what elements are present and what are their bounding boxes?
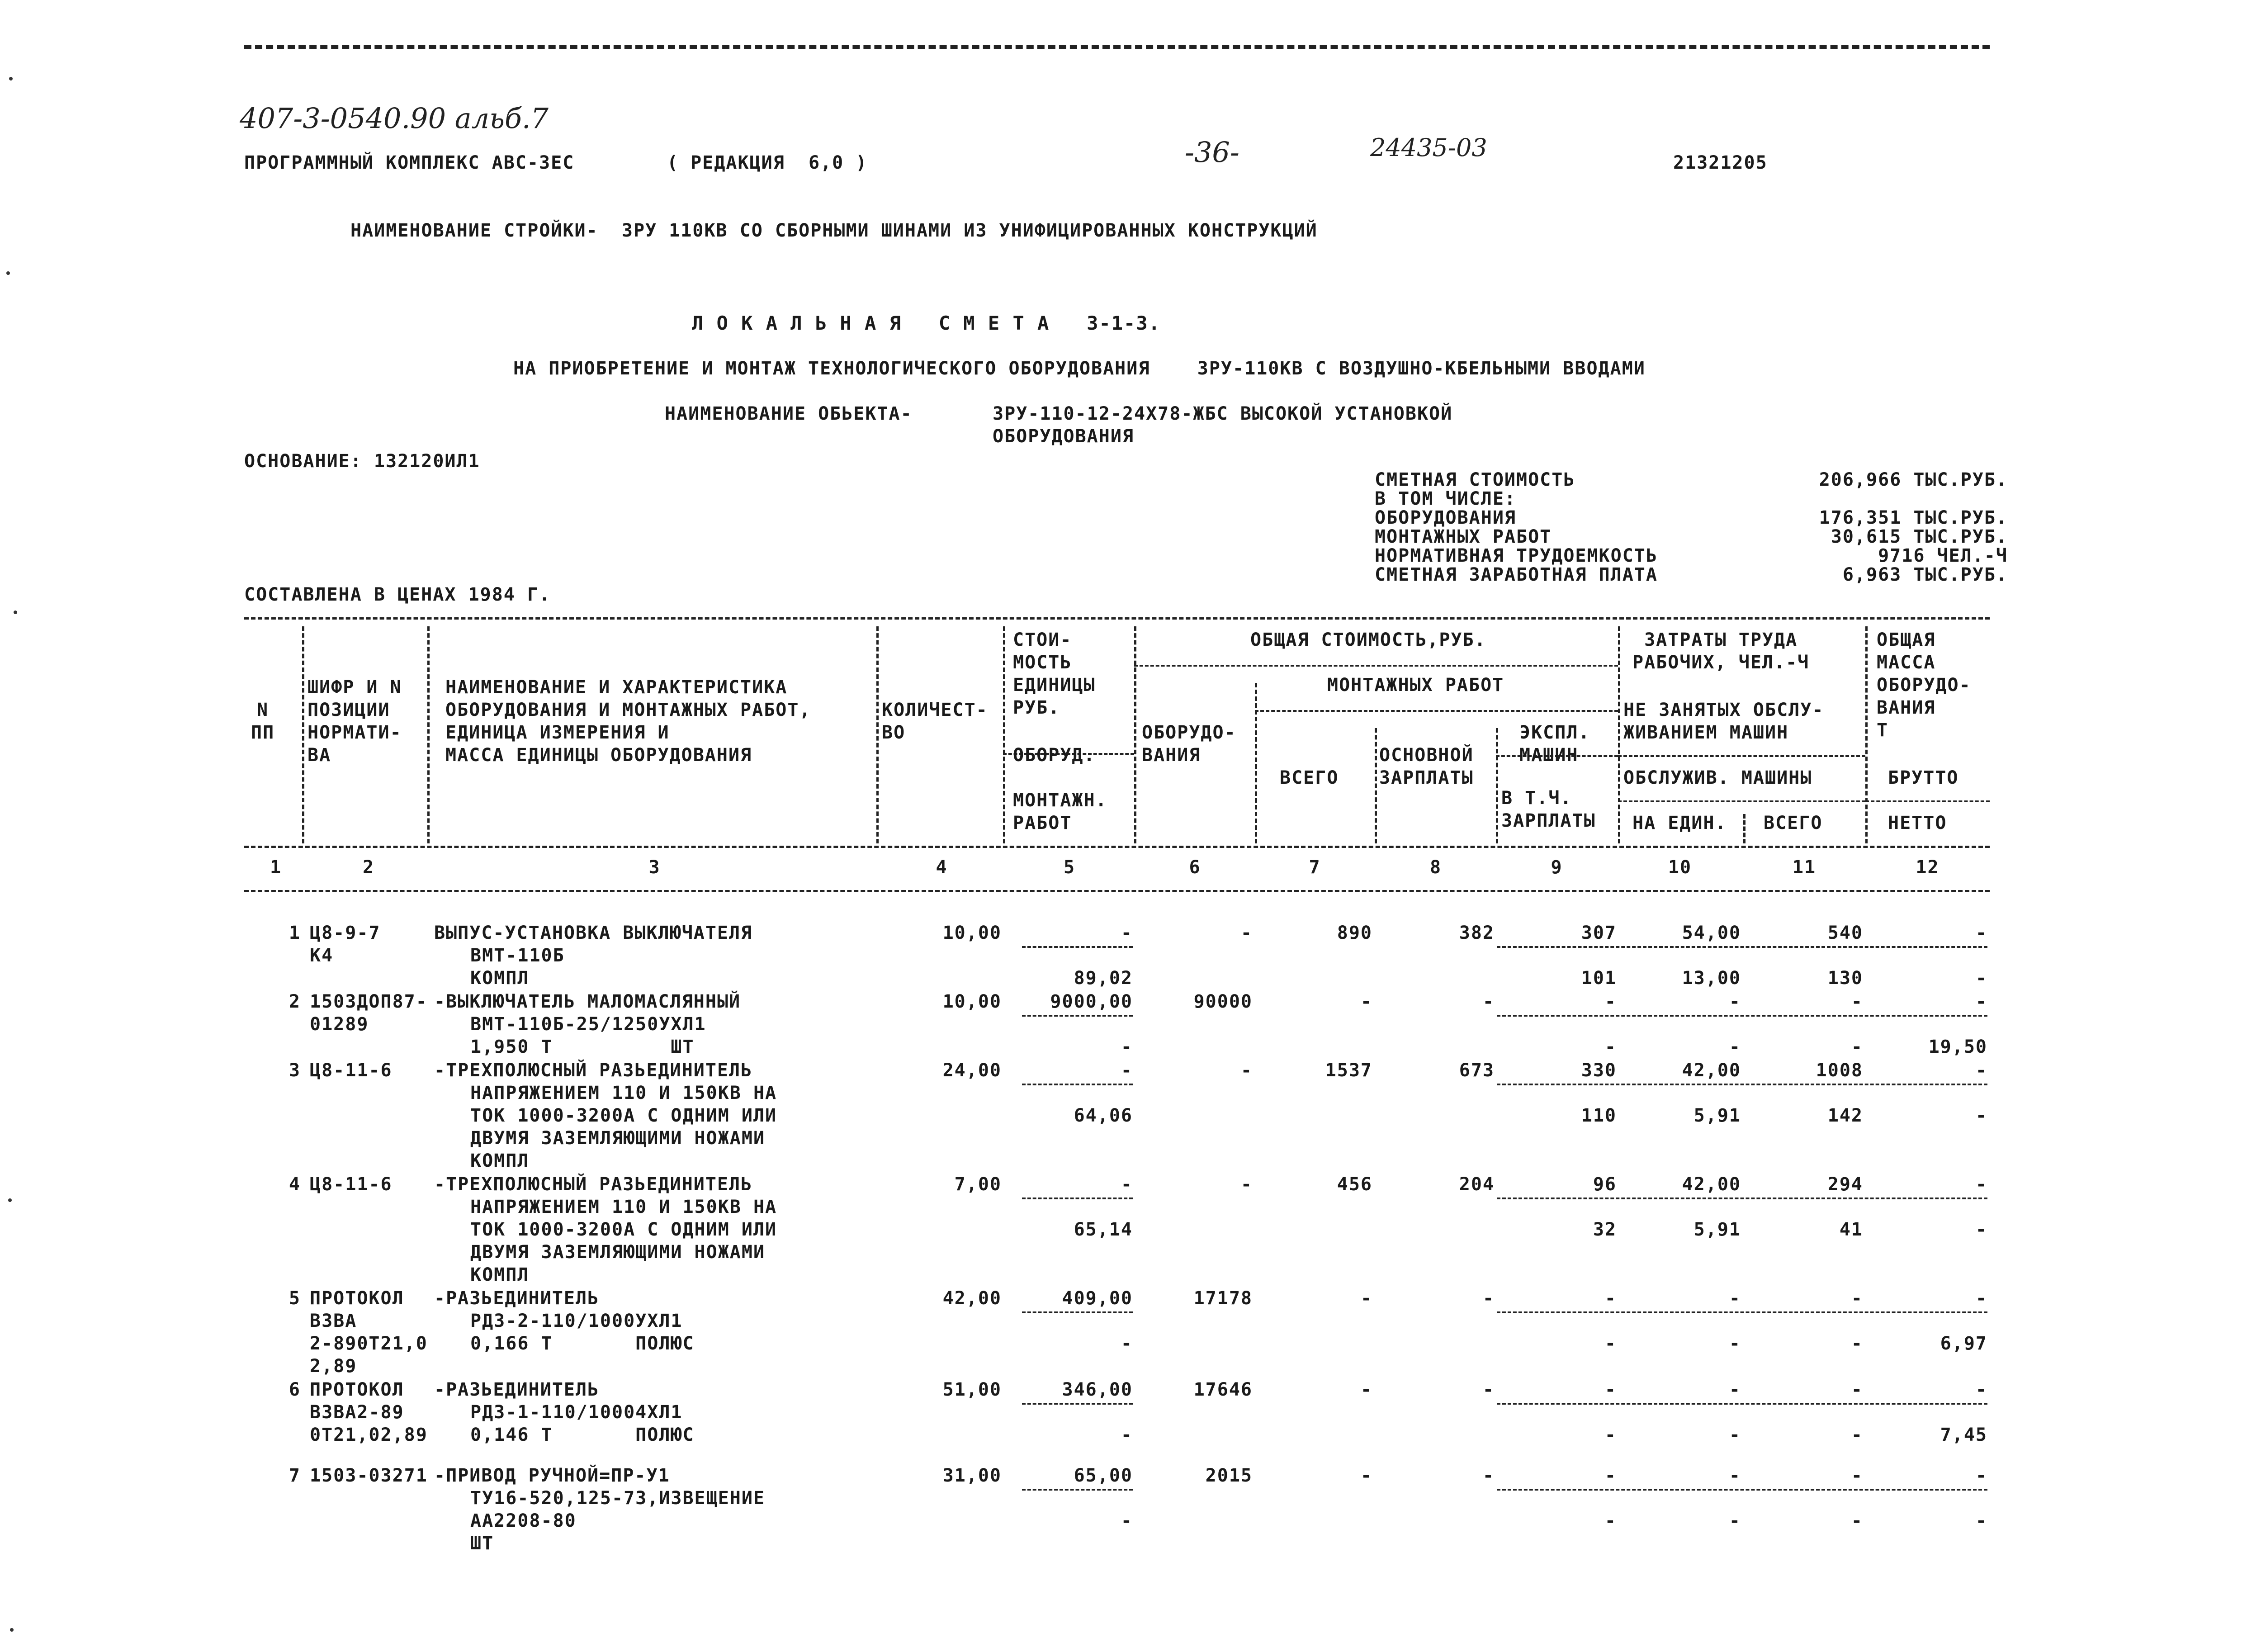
table-cell: -ТРЕХПОЛЮСНЫЙ РАЗЬЕДИНИТЕЛЬ bbox=[434, 1174, 753, 1195]
table-cell: - bbox=[1604, 1333, 1617, 1354]
table-cell: 89,02 bbox=[1074, 968, 1133, 989]
col-header-code: ШИФР И N ПОЗИЦИИ НОРМАТИ- ВА bbox=[307, 677, 402, 766]
table-cell: 204 bbox=[1459, 1174, 1495, 1195]
table-cell: - bbox=[1729, 991, 1741, 1012]
cell-subrule bbox=[1022, 1489, 1133, 1491]
object-name-line1: ЗРУ-110-12-24Х78-ЖБС ВЫСОКОЙ УСТАНОВКОЙ bbox=[993, 403, 1453, 424]
table-cell: - bbox=[1482, 991, 1495, 1012]
subheader-rule bbox=[1255, 710, 1618, 712]
summary-value: 6,963 ТЫС.РУБ. bbox=[1842, 564, 2008, 585]
col-divider bbox=[427, 626, 430, 843]
table-cell: 42,00 bbox=[1682, 1174, 1741, 1195]
col-header-np: N ПП bbox=[251, 700, 275, 743]
margin-speck bbox=[9, 77, 13, 80]
table-cell: 5,91 bbox=[1694, 1105, 1741, 1126]
table-cell: - bbox=[1729, 1510, 1741, 1531]
table-cell: - bbox=[1121, 1174, 1133, 1195]
table-cell: - bbox=[1604, 1425, 1617, 1445]
table-cell: 54,00 bbox=[1682, 923, 1741, 943]
table-cell: 5,91 bbox=[1694, 1219, 1741, 1240]
subheader-rule bbox=[1134, 665, 1618, 667]
table-cell: ШТ bbox=[470, 1533, 494, 1554]
table-cell: ТОК 1000-3200А С ОДНИМ ИЛИ bbox=[470, 1105, 777, 1126]
table-cell: - bbox=[1851, 991, 1863, 1012]
col-header-all: ВСЕГО bbox=[1280, 767, 1339, 788]
cell-subrule bbox=[1497, 1084, 1987, 1085]
table-cell: 64,06 bbox=[1074, 1105, 1133, 1126]
table-cell: - bbox=[1121, 1333, 1133, 1354]
table-cell: 1503ДОП87- bbox=[310, 991, 428, 1012]
table-cell: - bbox=[1240, 923, 1253, 943]
column-number: 9 bbox=[1551, 857, 1563, 878]
cell-subrule bbox=[1022, 1403, 1133, 1405]
column-number: 11 bbox=[1792, 857, 1817, 878]
column-number: 8 bbox=[1429, 857, 1442, 878]
col-header-perunit: НА ЕДИН. bbox=[1632, 813, 1727, 833]
table-cell: 42,00 bbox=[1682, 1060, 1741, 1081]
subheader-rule bbox=[1618, 755, 1865, 757]
summary-row bbox=[1375, 565, 2008, 584]
table-cell: КОМПЛ bbox=[470, 1264, 530, 1285]
col-divider bbox=[1134, 626, 1136, 843]
table-cell: 9000,00 bbox=[1050, 991, 1133, 1012]
program-edition: ( РЕДАКЦИЯ 6,0 ) bbox=[667, 152, 868, 173]
table-cell: - bbox=[1851, 1510, 1863, 1531]
col-header-serving: ОБСЛУЖИВ. МАШИНЫ bbox=[1623, 767, 1812, 788]
summary-row bbox=[1375, 470, 2008, 489]
col-divider bbox=[1496, 728, 1498, 843]
col-header-name: НАИМЕНОВАНИЕ И ХАРАКТЕРИСТИКА ОБОРУДОВАНИЯ И МОНТАЖНЫХ РАБОТ, ЕДИНИЦА ИЗМЕРЕНИЯ И МАССА ЕДИНИЦЫ ОБОРУДОВАНИЯ bbox=[445, 677, 811, 766]
summary-value: 30,615 ТЫС.РУБ. bbox=[1831, 526, 2008, 547]
col-header-qty: КОЛИЧЕСТ- ВО bbox=[882, 700, 988, 743]
cell-subrule bbox=[1022, 1015, 1133, 1017]
table-cell: 31,00 bbox=[942, 1465, 1002, 1486]
table-cell: КОМПЛ bbox=[470, 1150, 530, 1171]
table-cell: Ц8-11-6 bbox=[310, 1060, 393, 1081]
table-cell: - bbox=[1240, 1060, 1253, 1081]
col-divider bbox=[1618, 626, 1620, 843]
table-cell: -ВЫКЛЮЧАТЕЛЬ МАЛОМАСЛЯННЫЙ bbox=[434, 991, 741, 1012]
table-cell: - bbox=[1851, 1333, 1863, 1354]
col-header-alltotal: ВСЕГО bbox=[1764, 813, 1823, 833]
col-header-labor: ЗАТРАТЫ ТРУДА РАБОЧИХ, ЧЕЛ.-Ч bbox=[1632, 630, 1810, 673]
handwritten-doc-ref: 407-3-0540.90 альб.7 bbox=[240, 102, 549, 135]
table-cell: 110 bbox=[1581, 1105, 1617, 1126]
col-header-machines: ЭКСПЛ. МАШИН bbox=[1519, 722, 1590, 766]
table-cell: - bbox=[1729, 1379, 1741, 1400]
table-cell: Ц8-11-6 bbox=[310, 1174, 393, 1195]
column-number: 7 bbox=[1309, 857, 1321, 878]
document-title: Л О К А Л Ь Н А Я С М Е Т А 3-1-3. bbox=[692, 312, 1161, 334]
table-cell: 0Т21,02,89 bbox=[310, 1425, 428, 1445]
table-cell: 32 bbox=[1593, 1219, 1617, 1240]
table-cell: 330 bbox=[1581, 1060, 1617, 1081]
table-cell: - bbox=[1604, 1379, 1617, 1400]
table-cell: 90000 bbox=[1193, 991, 1253, 1012]
header-bottom-rule bbox=[244, 846, 1990, 848]
table-cell: 294 bbox=[1827, 1174, 1863, 1195]
table-cell: - bbox=[1482, 1288, 1495, 1309]
handwritten-code: 24435-03 bbox=[1370, 133, 1487, 162]
table-cell: НАПРЯЖЕНИЕМ 110 И 150КВ НА bbox=[470, 1083, 777, 1103]
table-cell: ВЗВА bbox=[310, 1311, 357, 1331]
table-cell: 51,00 bbox=[942, 1379, 1002, 1400]
table-cell: - bbox=[1975, 1060, 1987, 1081]
subheader-rule bbox=[1865, 800, 1990, 802]
table-cell: - bbox=[1729, 1425, 1741, 1445]
table-cell: 409,00 bbox=[1062, 1288, 1133, 1309]
table-cell: 2 bbox=[289, 991, 301, 1012]
table-cell: 65,14 bbox=[1074, 1219, 1133, 1240]
table-cell: 130 bbox=[1827, 968, 1863, 989]
table-cell: Ц8-9-7 bbox=[310, 923, 381, 943]
table-cell: 10,00 bbox=[942, 991, 1002, 1012]
construction-name: НАИМЕНОВАНИЕ СТРОЙКИ- ЗРУ 110КВ СО СБОРНЫМИ ШИНАМИ ИЗ УНИФИЦИРОВАННЫХ КОНСТРУКЦИЙ bbox=[350, 220, 1318, 241]
table-cell: - bbox=[1360, 1379, 1372, 1400]
column-number: 6 bbox=[1189, 857, 1201, 878]
object-name-line2: ОБОРУДОВАНИЯ bbox=[993, 426, 1134, 447]
table-cell: 5 bbox=[289, 1288, 301, 1309]
table-cell: КОМПЛ bbox=[470, 968, 530, 989]
table-cell: 1 bbox=[289, 923, 301, 943]
summary-value: 9716 ЧЕЛ.-Ч bbox=[1878, 545, 2008, 566]
column-number: 5 bbox=[1063, 857, 1076, 878]
table-cell: - bbox=[1851, 1465, 1863, 1486]
col-header-brutto: БРУТТО bbox=[1888, 767, 1959, 788]
table-cell: ТУ16-520,125-73,ИЗВЕЩЕНИЕ bbox=[470, 1488, 766, 1509]
col-divider bbox=[1375, 728, 1377, 843]
table-cell: 42,00 bbox=[942, 1288, 1002, 1309]
margin-speck bbox=[10, 1628, 14, 1632]
col-divider bbox=[1003, 626, 1005, 843]
table-cell: - bbox=[1121, 1510, 1133, 1531]
table-cell: 01289 bbox=[310, 1014, 369, 1035]
cell-subrule bbox=[1497, 1198, 1987, 1199]
cell-subrule bbox=[1497, 1311, 1987, 1313]
table-cell: ДВУМЯ ЗАЗЕМЛЯЮЩИМИ НОЖАМИ bbox=[470, 1242, 766, 1263]
table-cell: - bbox=[1851, 1037, 1863, 1057]
summary-label: СМЕТНАЯ ЗАРАБОТНАЯ ПЛАТА bbox=[1375, 564, 1658, 585]
column-number: 4 bbox=[936, 857, 948, 878]
price-base: СОСТАВЛЕНА В ЦЕНАХ 1984 Г. bbox=[244, 584, 551, 605]
table-cell: - bbox=[1975, 1174, 1987, 1195]
col-header-equip: ОБОРУДО- ВАНИЯ bbox=[1142, 722, 1236, 766]
table-cell: - bbox=[1604, 1465, 1617, 1486]
table-cell: - bbox=[1975, 968, 1987, 989]
cost-summary bbox=[1375, 470, 2008, 584]
column-number: 1 bbox=[270, 857, 282, 878]
margin-speck bbox=[6, 271, 10, 275]
summary-row bbox=[1375, 489, 2008, 508]
table-cell: - bbox=[1360, 1465, 1372, 1486]
table-cell: - bbox=[1121, 1425, 1133, 1445]
table-cell: 101 bbox=[1581, 968, 1617, 989]
top-perforation bbox=[244, 45, 1990, 49]
summary-row bbox=[1375, 546, 2008, 565]
table-cell: -РАЗЬЕДИНИТЕЛЬ bbox=[434, 1379, 600, 1400]
table-cell: ДВУМЯ ЗАЗЕМЛЯЮЩИМИ НОЖАМИ bbox=[470, 1128, 766, 1149]
table-cell: - bbox=[1360, 1288, 1372, 1309]
margin-speck bbox=[8, 1198, 12, 1202]
col-header-unitcost: СТОИ- МОСТЬ ЕДИНИЦЫ РУБ. bbox=[1013, 630, 1096, 718]
table-cell: 0,146 Т ПОЛЮС bbox=[470, 1425, 695, 1445]
summary-label: ОБОРУДОВАНИЯ bbox=[1375, 507, 1516, 528]
table-cell: - bbox=[1121, 1060, 1133, 1081]
table-cell: - bbox=[1121, 923, 1133, 943]
table-cell: 142 bbox=[1827, 1105, 1863, 1126]
table-cell: 7,00 bbox=[954, 1174, 1002, 1195]
summary-label: МОНТАЖНЫХ РАБОТ bbox=[1375, 526, 1552, 547]
table-cell: 17178 bbox=[1193, 1288, 1253, 1309]
table-cell: - bbox=[1482, 1465, 1495, 1486]
table-cell: - bbox=[1121, 1037, 1133, 1057]
table-cell: - bbox=[1975, 1219, 1987, 1240]
table-top-rule bbox=[244, 617, 1990, 620]
table-cell: 3 bbox=[289, 1060, 301, 1081]
table-cell: К4 bbox=[310, 945, 334, 966]
col-header-total: ОБЩАЯ СТОИМОСТЬ,РУБ. bbox=[1250, 630, 1486, 650]
table-cell: 7,45 bbox=[1940, 1425, 1987, 1445]
table-cell: ТОК 1000-3200А С ОДНИМ ИЛИ bbox=[470, 1219, 777, 1240]
column-number: 12 bbox=[1916, 857, 1940, 878]
col-header-mass: ОБЩАЯ МАССА ОБОРУДО- ВАНИЯ Т bbox=[1877, 630, 1971, 741]
table-cell: 41 bbox=[1839, 1219, 1863, 1240]
document-subtitle: НА ПРИОБРЕТЕНИЕ И МОНТАЖ ТЕХНОЛОГИЧЕСКОГО ОБОРУДОВАНИЯ ЗРУ-110КВ С ВОЗДУШНО-КБЕЛЬНЫМИ ВВОДАМИ bbox=[513, 358, 1646, 379]
table-cell: 6,97 bbox=[1940, 1333, 1987, 1354]
table-cell: 1537 bbox=[1325, 1060, 1372, 1081]
table-cell: 17646 bbox=[1193, 1379, 1253, 1400]
table-cell: - bbox=[1975, 1465, 1987, 1486]
table-cell: 540 bbox=[1827, 923, 1863, 943]
table-cell: - bbox=[1729, 1465, 1741, 1486]
cell-subrule bbox=[1497, 1015, 1987, 1017]
table-cell: - bbox=[1851, 1379, 1863, 1400]
cell-subrule bbox=[1022, 946, 1133, 948]
summary-value: 176,351 ТЫС.РУБ. bbox=[1819, 507, 2008, 528]
table-cell: 96 bbox=[1593, 1174, 1617, 1195]
table-cell: АА2208-80 bbox=[470, 1510, 577, 1531]
table-cell: - bbox=[1975, 1288, 1987, 1309]
table-cell: 1008 bbox=[1816, 1060, 1863, 1081]
col-header-notbusy: НЕ ЗАНЯТЫХ ОБСЛУ- ЖИВАНИЕМ МАШИН bbox=[1623, 700, 1824, 743]
page-number: -36- bbox=[1185, 136, 1239, 169]
table-cell: ПРОТОКОЛ bbox=[310, 1288, 404, 1309]
col-divider bbox=[1743, 814, 1746, 843]
table-cell: 456 bbox=[1337, 1174, 1372, 1195]
table-cell: 1,950 Т ШТ bbox=[470, 1037, 695, 1057]
summary-row bbox=[1375, 527, 2008, 546]
column-number: 10 bbox=[1668, 857, 1692, 878]
table-cell: 13,00 bbox=[1682, 968, 1741, 989]
table-cell: - bbox=[1240, 1174, 1253, 1195]
col-header-unit-equip: ОБОРУД. bbox=[1013, 745, 1096, 766]
table-cell: 2,89 bbox=[310, 1356, 357, 1377]
table-cell: - bbox=[1729, 1037, 1741, 1057]
basis: ОСНОВАНИЕ: 132120ИЛ1 bbox=[244, 451, 480, 472]
summary-value: 206,966 ТЫС.РУБ. bbox=[1819, 469, 2008, 490]
table-cell: 4 bbox=[289, 1174, 301, 1195]
table-cell: - bbox=[1851, 1288, 1863, 1309]
col-header-unit-mount: МОНТАЖН. РАБОТ bbox=[1013, 790, 1107, 833]
table-cell: - bbox=[1729, 1333, 1741, 1354]
table-cell: 382 bbox=[1459, 923, 1495, 943]
table-cell: - bbox=[1604, 1037, 1617, 1057]
cell-subrule bbox=[1022, 1084, 1133, 1085]
table-cell: -ТРЕХПОЛЮСНЫЙ РАЗЬЕДИНИТЕЛЬ bbox=[434, 1060, 753, 1081]
document-number: 21321205 bbox=[1673, 152, 1768, 173]
table-cell: - bbox=[1975, 923, 1987, 943]
table-cell: - bbox=[1360, 991, 1372, 1012]
table-cell: ВМТ-110Б bbox=[470, 945, 565, 966]
table-cell: РДЗ-1-110/10004ХЛ1 bbox=[470, 1402, 683, 1423]
summary-row bbox=[1375, 508, 2008, 527]
table-cell: 307 bbox=[1581, 923, 1617, 943]
col-divider bbox=[1255, 683, 1257, 843]
col-divider bbox=[302, 626, 304, 843]
table-cell: - bbox=[1975, 1510, 1987, 1531]
col-divider bbox=[1865, 626, 1868, 843]
table-cell: 65,00 bbox=[1074, 1465, 1133, 1486]
table-cell: 890 bbox=[1337, 923, 1372, 943]
program-name: ПРОГРАММНЫЙ КОМПЛЕКС АВС-3ЕС bbox=[244, 152, 575, 173]
table-cell: 7 bbox=[289, 1465, 301, 1486]
table-cell: 673 bbox=[1459, 1060, 1495, 1081]
colnum-bottom-rule bbox=[244, 890, 1990, 892]
col-header-netto: НЕТТО bbox=[1888, 813, 1947, 833]
cell-subrule bbox=[1022, 1311, 1133, 1313]
table-cell: 1503-03271 bbox=[310, 1465, 428, 1486]
table-cell: 24,00 bbox=[942, 1060, 1002, 1081]
table-cell: ВЗВА2-89 bbox=[310, 1402, 404, 1423]
column-number: 2 bbox=[362, 857, 375, 878]
table-cell: 2-890Т21,0 bbox=[310, 1333, 428, 1354]
table-cell: -ПРИВОД РУЧНОЙ=ПР-У1 bbox=[434, 1465, 670, 1486]
table-cell: - bbox=[1604, 1510, 1617, 1531]
table-cell: - bbox=[1604, 991, 1617, 1012]
table-cell: -РАЗЬЕДИНИТЕЛЬ bbox=[434, 1288, 600, 1309]
table-cell: 0,166 Т ПОЛЮС bbox=[470, 1333, 695, 1354]
table-cell: - bbox=[1975, 1379, 1987, 1400]
table-cell: - bbox=[1482, 1379, 1495, 1400]
table-cell: ВЫПУС-УСТАНОВКА ВЫКЛЮЧАТЕЛЯ bbox=[434, 923, 753, 943]
table-cell: 2015 bbox=[1205, 1465, 1253, 1486]
table-cell: НАПРЯЖЕНИЕМ 110 И 150КВ НА bbox=[470, 1197, 777, 1217]
cell-subrule bbox=[1497, 1403, 1987, 1405]
cell-subrule bbox=[1022, 1198, 1133, 1199]
table-cell: - bbox=[1975, 1105, 1987, 1126]
cell-subrule bbox=[1497, 946, 1987, 948]
column-number: 3 bbox=[648, 857, 661, 878]
table-cell: ПРОТОКОЛ bbox=[310, 1379, 404, 1400]
col-divider bbox=[876, 626, 879, 843]
object-label: НАИМЕНОВАНИЕ ОБЬЕКТА- bbox=[665, 403, 913, 424]
subheader-rule bbox=[1618, 800, 1865, 802]
table-cell: 19,50 bbox=[1928, 1037, 1987, 1057]
table-cell: - bbox=[1851, 1425, 1863, 1445]
table-cell: ВМТ-110Б-25/1250УХЛ1 bbox=[470, 1014, 706, 1035]
margin-speck bbox=[14, 611, 17, 614]
summary-label: СМЕТНАЯ СТОИМОСТЬ bbox=[1375, 469, 1575, 490]
table-cell: - bbox=[1604, 1288, 1617, 1309]
table-cell: 346,00 bbox=[1062, 1379, 1133, 1400]
table-cell: - bbox=[1729, 1288, 1741, 1309]
col-header-machwage: В Т.Ч. ЗАРПЛАТЫ bbox=[1501, 788, 1596, 831]
summary-label: НОРМАТИВНАЯ ТРУДОЕМКОСТЬ bbox=[1375, 545, 1658, 566]
table-cell: 10,00 bbox=[942, 923, 1002, 943]
summary-label: В ТОМ ЧИСЛЕ: bbox=[1375, 488, 1516, 509]
table-cell: - bbox=[1975, 991, 1987, 1012]
table-cell: РДЗ-2-110/1000УХЛ1 bbox=[470, 1311, 683, 1331]
cell-subrule bbox=[1497, 1489, 1987, 1491]
col-header-basewage: ОСНОВНОЙ ЗАРПЛАТЫ bbox=[1379, 745, 1474, 788]
col-header-mount: МОНТАЖНЫХ РАБОТ bbox=[1327, 675, 1504, 696]
table-cell: 6 bbox=[289, 1379, 301, 1400]
